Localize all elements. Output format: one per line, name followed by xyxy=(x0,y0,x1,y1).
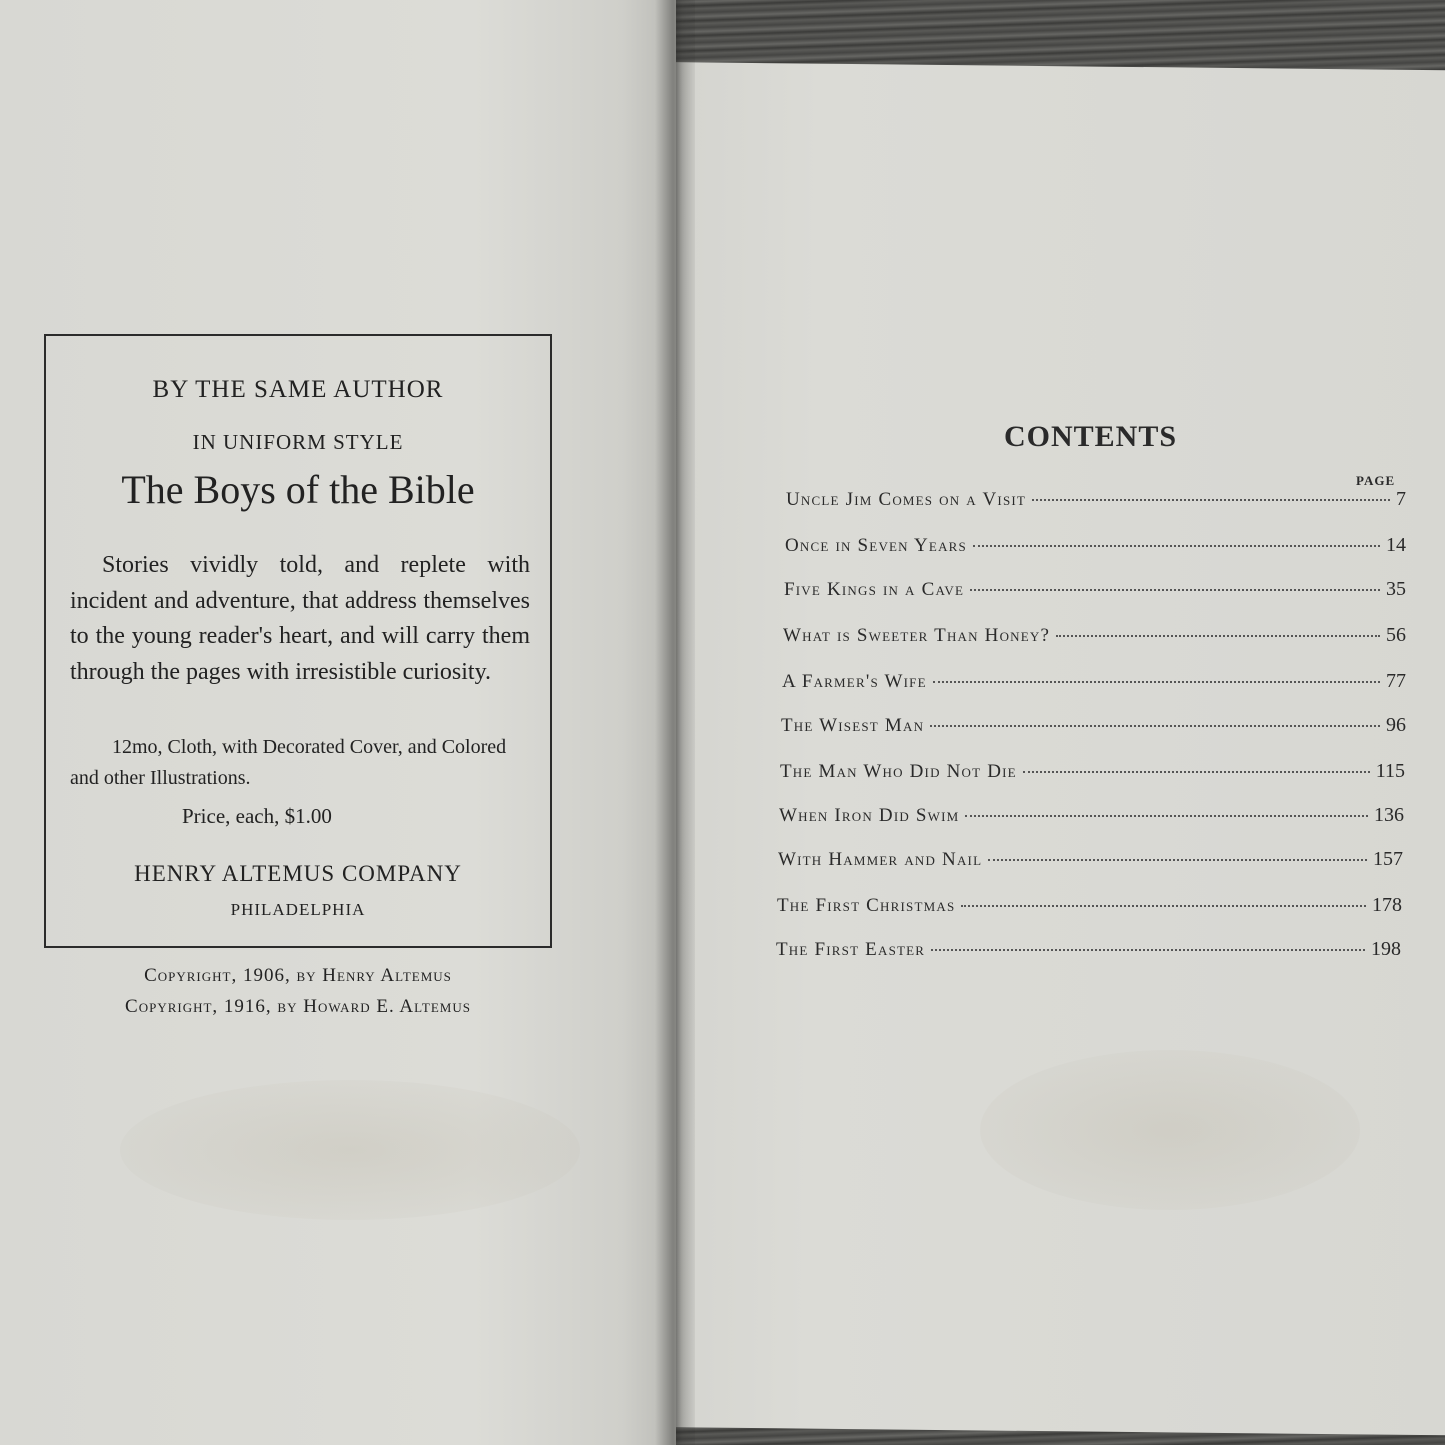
toc-entry-title: The First Christmas xyxy=(777,895,956,916)
toc-entry xyxy=(779,804,1404,830)
ad-description: Stories vividly told, and replete with incident and adventure, that address themselves to the young reader's heart, and will carry them through the pages with irresistible curiosity. xyxy=(70,552,530,685)
toc-entry-page: 96 xyxy=(1386,714,1406,736)
toc-entry xyxy=(785,534,1406,560)
toc-entry-page: 77 xyxy=(1386,670,1406,692)
right-page xyxy=(646,62,1445,1435)
toc-entry-page: 35 xyxy=(1386,578,1406,600)
ad-price: Price, each, $1.00 xyxy=(182,804,332,828)
book-gutter xyxy=(655,0,695,1445)
toc-entry xyxy=(776,938,1401,964)
toc-entry-page: 14 xyxy=(1386,534,1406,556)
toc-entry-title: The First Easter xyxy=(776,939,926,960)
toc-entry-title: Five Kings in a Cave xyxy=(784,579,965,600)
toc-entry-page: 157 xyxy=(1373,848,1403,870)
toc-entry-title: When Iron Did Swim xyxy=(779,805,960,826)
toc-entry-page: 115 xyxy=(1375,760,1405,782)
contents-title: CONTENTS xyxy=(1004,420,1178,453)
toc-leader-dots xyxy=(931,949,1365,951)
toc-entry xyxy=(777,894,1402,920)
ad-book-title: The Boys of the Bible xyxy=(121,467,475,512)
toc-leader-dots xyxy=(1056,635,1380,637)
toc-entry xyxy=(784,578,1406,604)
toc-leader-dots xyxy=(930,725,1380,727)
toc-leader-dots xyxy=(970,589,1380,591)
page-stain xyxy=(120,1080,580,1220)
toc-entry-title: Once in Seven Years xyxy=(785,535,967,556)
toc-entry-page: 178 xyxy=(1372,894,1402,916)
toc-leader-dots xyxy=(965,815,1368,817)
toc-entry xyxy=(781,714,1406,740)
toc-entry-page: 136 xyxy=(1374,804,1404,826)
toc-entry-page: 56 xyxy=(1386,624,1406,646)
toc-entry xyxy=(786,488,1406,514)
toc-entry-title: What is Sweeter Than Honey? xyxy=(783,625,1051,646)
ad-publisher: HENRY ALTEMUS COMPANY xyxy=(134,861,462,886)
toc-entry-title: With Hammer and Nail xyxy=(778,849,983,870)
toc-entry xyxy=(778,848,1403,874)
ad-subheading: IN UNIFORM STYLE xyxy=(192,430,404,454)
toc-entry-title: The Wisest Man xyxy=(781,715,925,736)
toc-entry-title: A Farmer's Wife xyxy=(782,671,927,692)
toc-entry-title: Uncle Jim Comes on a Visit xyxy=(786,489,1027,510)
ad-heading: BY THE SAME AUTHOR xyxy=(152,376,444,403)
page-column-label: PAGE xyxy=(1356,473,1396,488)
toc-entry xyxy=(780,760,1405,786)
toc-entry xyxy=(783,624,1406,650)
copyright-line: Copyright, 1906, by Henry Altemus xyxy=(144,965,452,986)
page-stain xyxy=(980,1050,1360,1210)
toc-leader-dots xyxy=(1032,499,1390,501)
toc-entry-page: 198 xyxy=(1371,938,1401,960)
toc-entry-title: The Man Who Did Not Die xyxy=(780,761,1017,782)
toc-leader-dots xyxy=(961,905,1366,907)
ad-format: 12mo, Cloth, with Decorated Cover, and Colored and other Illustrations. xyxy=(70,736,507,789)
toc-leader-dots xyxy=(988,859,1367,861)
toc-entry-page: 7 xyxy=(1396,488,1406,510)
toc-leader-dots xyxy=(973,545,1380,547)
ad-city: PHILADELPHIA xyxy=(230,900,366,919)
advertisement-box xyxy=(44,334,552,948)
toc-leader-dots xyxy=(1023,771,1370,773)
copyright-line: Copyright, 1916, by Howard E. Altemus xyxy=(125,996,471,1017)
toc-entry xyxy=(782,670,1406,696)
toc-leader-dots xyxy=(933,681,1380,683)
